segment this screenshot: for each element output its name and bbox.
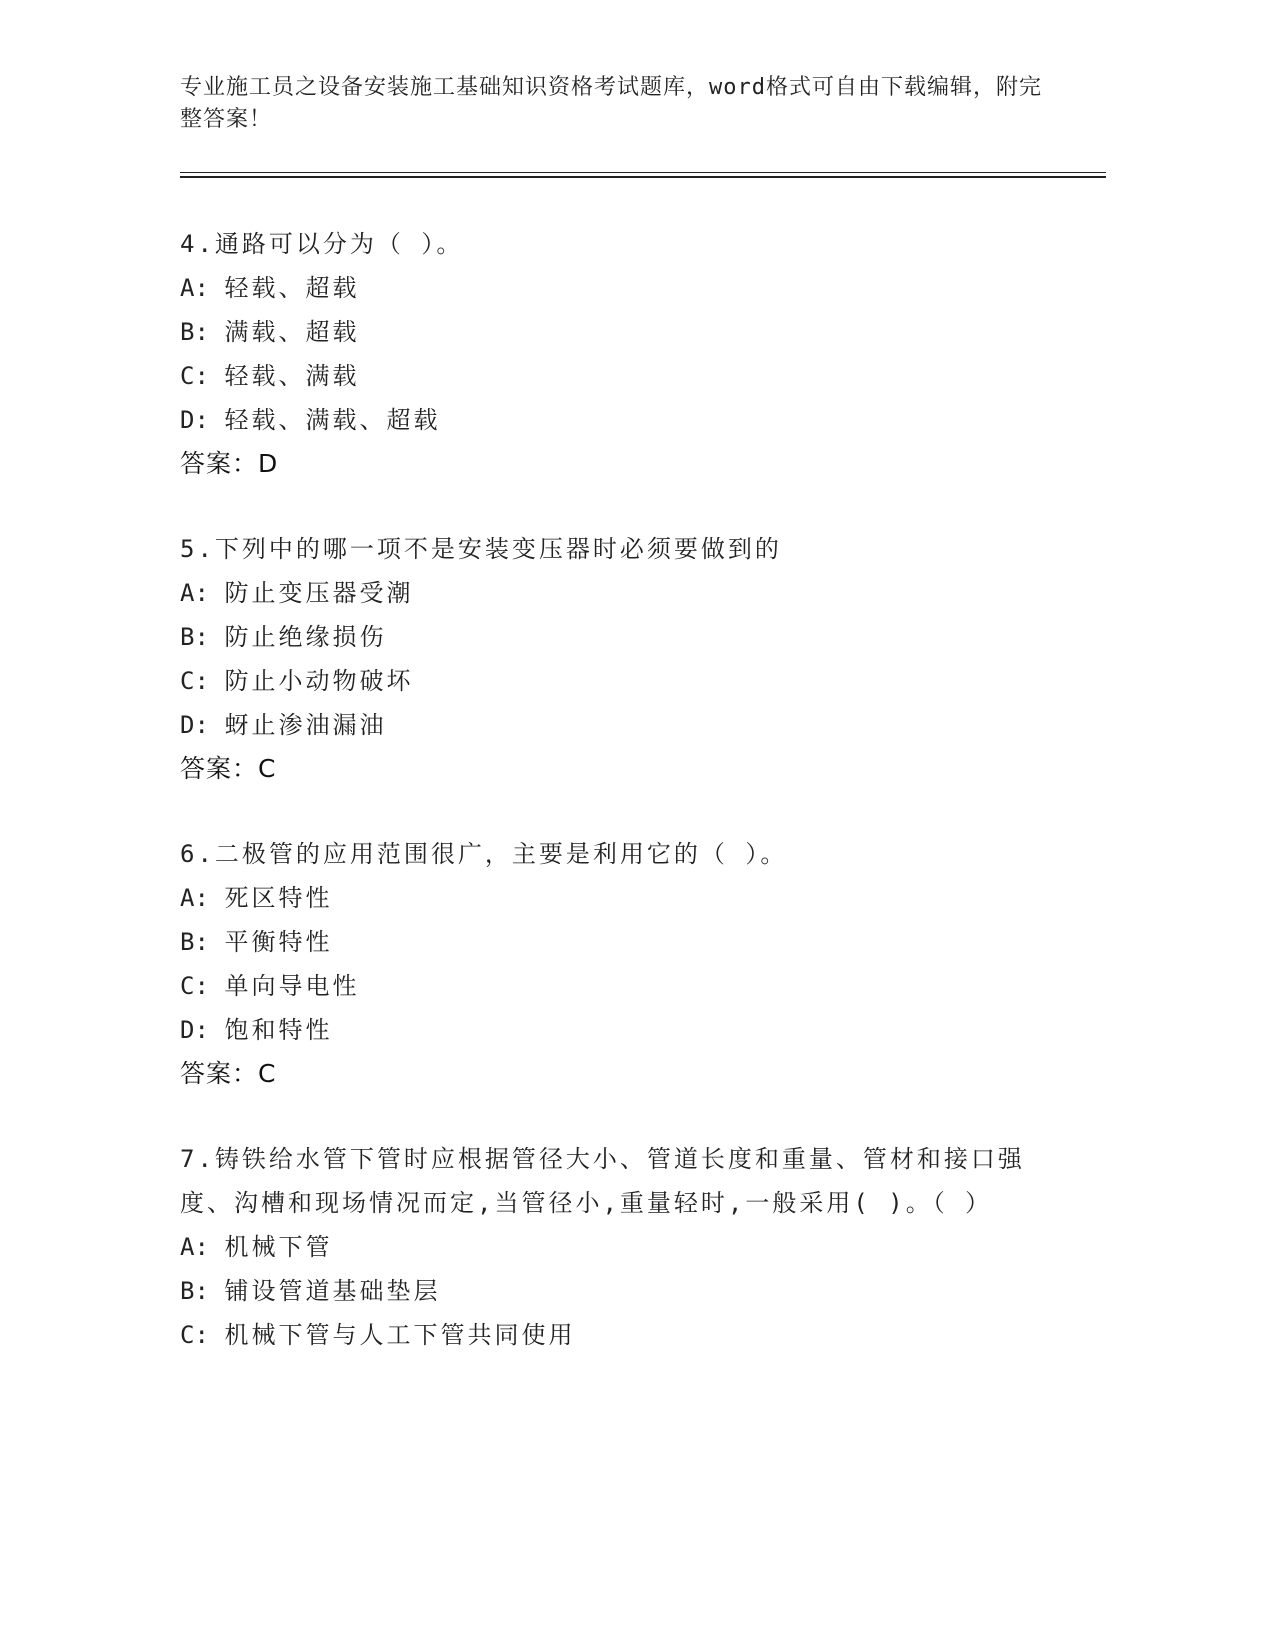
option-text: 轻载、满载 xyxy=(224,362,360,390)
option-text: 机械下管与人工下管共同使用 xyxy=(224,1321,576,1349)
question-text xyxy=(180,1137,1060,1225)
option-text: 平衡特性 xyxy=(224,928,333,956)
answer-line: 答案：C xyxy=(180,1059,277,1088)
question-block xyxy=(180,527,1060,791)
option-text: 机械下管 xyxy=(224,1233,333,1261)
question-stem: 通路可以分为（ ）。 xyxy=(214,230,464,258)
option-text: 铺设管道基础垫层 xyxy=(224,1277,441,1305)
question-text xyxy=(180,832,1060,876)
question-block xyxy=(180,832,1060,1096)
header-rule-thin xyxy=(180,172,1106,173)
option-letter: C xyxy=(180,972,195,1000)
header-rule-thick xyxy=(180,176,1106,178)
option-d xyxy=(180,703,1060,747)
option-letter: A xyxy=(180,1233,195,1261)
option-letter: D xyxy=(180,406,195,434)
option-a xyxy=(180,571,1060,615)
option-text: 单向导电性 xyxy=(224,972,360,1000)
option-separator: : xyxy=(194,972,209,1000)
document-header: 专业施工员之设备安装施工基础知识资格考试题库，word格式可自由下载编辑，附完整答案！ xyxy=(180,75,1042,132)
answer-line: 答案：C xyxy=(180,754,277,783)
option-c xyxy=(180,659,1060,703)
option-letter: C xyxy=(180,667,195,695)
option-separator: : xyxy=(194,318,209,346)
option-d xyxy=(180,1008,1060,1052)
option-separator: : xyxy=(194,1233,209,1261)
option-text: 满载、超载 xyxy=(224,318,360,346)
option-b xyxy=(180,1269,1060,1313)
option-letter: B xyxy=(180,318,195,346)
option-separator: : xyxy=(194,928,209,956)
option-text: 死区特性 xyxy=(224,884,333,912)
option-letter: B xyxy=(180,1277,195,1305)
option-separator: : xyxy=(194,406,209,434)
option-separator: : xyxy=(194,274,209,302)
question-number: 6. xyxy=(180,840,215,868)
option-text: 防止小动物破坏 xyxy=(224,667,414,695)
option-letter: A xyxy=(180,884,195,912)
question-number: 4. xyxy=(180,230,215,258)
question-text xyxy=(180,222,1060,266)
option-text: 饱和特性 xyxy=(224,1016,333,1044)
option-b xyxy=(180,310,1060,354)
option-separator: : xyxy=(194,1277,209,1305)
option-c xyxy=(180,354,1060,398)
question-block xyxy=(180,222,1060,486)
option-b xyxy=(180,615,1060,659)
option-text: 轻载、满载、超载 xyxy=(224,406,441,434)
option-text: 轻载、超载 xyxy=(224,274,360,302)
option-a xyxy=(180,1225,1060,1269)
option-text: 蚜止渗油漏油 xyxy=(224,711,387,739)
option-separator: : xyxy=(194,1321,209,1349)
question-stem: 二极管的应用范围很广，主要是利用它的（ ）。 xyxy=(214,840,788,868)
option-text: 防止变压器受潮 xyxy=(224,579,414,607)
question-stem: 铸铁给水管下管时应根据管径大小、管道长度和重量、管材和接口强度、沟槽和现场情况而定,当管径小,重量轻时,一般采用( )。（ ） xyxy=(180,1145,1025,1217)
option-separator: : xyxy=(194,362,209,390)
option-a xyxy=(180,266,1060,310)
option-a xyxy=(180,876,1060,920)
question-number: 5. xyxy=(180,535,215,563)
option-letter: B xyxy=(180,623,195,651)
option-separator: : xyxy=(194,711,209,739)
option-separator: : xyxy=(194,1016,209,1044)
option-separator: : xyxy=(194,579,209,607)
option-c xyxy=(180,964,1060,1008)
option-c xyxy=(180,1313,1060,1357)
option-separator: : xyxy=(194,884,209,912)
option-separator: : xyxy=(194,623,209,651)
option-letter: C xyxy=(180,1321,195,1349)
question-number: 7. xyxy=(180,1145,215,1173)
option-d xyxy=(180,398,1060,442)
option-letter: D xyxy=(180,1016,195,1044)
question-block xyxy=(180,1137,1060,1357)
question-stem: 下列中的哪一项不是安装变压器时必须要做到的 xyxy=(214,535,782,563)
option-b xyxy=(180,920,1060,964)
option-separator: : xyxy=(194,667,209,695)
option-letter: B xyxy=(180,928,195,956)
option-letter: C xyxy=(180,362,195,390)
option-letter: A xyxy=(180,579,195,607)
option-letter: A xyxy=(180,274,195,302)
option-letter: D xyxy=(180,711,195,739)
option-text: 防止绝缘损伤 xyxy=(224,623,387,651)
question-list xyxy=(180,222,1060,1398)
answer-line: 答案：D xyxy=(180,449,279,478)
question-text xyxy=(180,527,1060,571)
